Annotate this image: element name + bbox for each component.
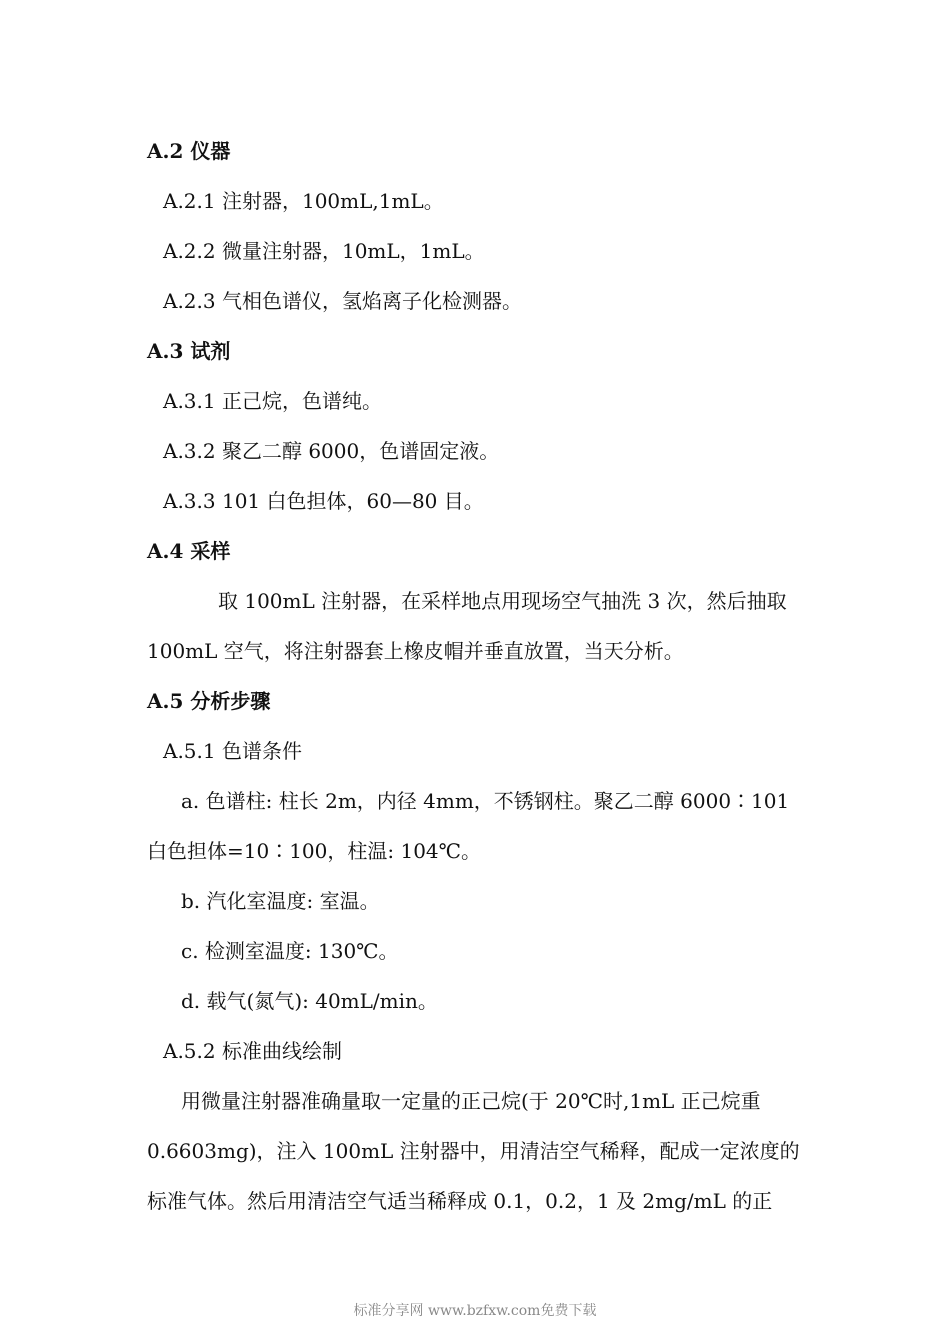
item-a3-1: A.3.1 正己烷，色谱纯。 [163, 389, 382, 413]
section-heading-a5: A.5 分析步骤 [147, 689, 271, 713]
page-footer: 标准分享网 www.bzfxw.com免费下载 [353, 1303, 597, 1319]
item-a2-3: A.2.3 气相色谱仪，氢焰离子化检测器。 [163, 289, 522, 313]
section-heading-a4: A.4 采样 [147, 539, 231, 563]
item-a2-2: A.2.2 微量注射器，10mL，1mL。 [163, 239, 485, 263]
a5-1-b: b. 汽化室温度: 室温。 [181, 889, 380, 913]
item-a5-2: A.5.2 标准曲线绘制 [163, 1039, 342, 1063]
item-a3-3: A.3.3 101 白色担体，60—80 目。 [163, 489, 484, 513]
a5-1-a-line-1: a. 色谱柱: 柱长 2m，内径 4mm，不锈钢柱。聚乙二醇 6000∶101 [181, 789, 790, 813]
item-a5-1: A.5.1 色谱条件 [163, 739, 302, 763]
item-a2-1: A.2.1 注射器，100mL,1mL。 [163, 189, 444, 213]
a5-1-d: d. 载气(氮气): 40mL/min。 [181, 989, 438, 1013]
a5-2-paragraph-line-3: 标准气体。然后用清洁空气适当稀释成 0.1，0.2，1 及 2mg/mL 的正 [147, 1189, 773, 1213]
a4-paragraph-line-2: 100mL 空气，将注射器套上橡皮帽并垂直放置，当天分析。 [147, 639, 684, 663]
section-heading-a2: A.2 仪器 [147, 139, 231, 163]
a5-2-paragraph-line-2: 0.6603mg)，注入 100mL 注射器中，用清洁空气稀释，配成一定浓度的 [147, 1139, 800, 1163]
a4-paragraph-line-1: 取 100mL 注射器，在采样地点用现场空气抽洗 3 次，然后抽取 [218, 589, 787, 613]
a5-1-a-line-2: 白色担体=10∶100，柱温: 104℃。 [147, 839, 482, 863]
a5-2-paragraph-line-1: 用微量注射器准确量取一定量的正己烷(于 20℃时,1mL 正己烷重 [181, 1089, 761, 1113]
section-heading-a3: A.3 试剂 [147, 339, 231, 363]
item-a3-2: A.3.2 聚乙二醇 6000，色谱固定液。 [163, 439, 500, 463]
a5-1-c: c. 检测室温度: 130℃。 [181, 939, 399, 963]
